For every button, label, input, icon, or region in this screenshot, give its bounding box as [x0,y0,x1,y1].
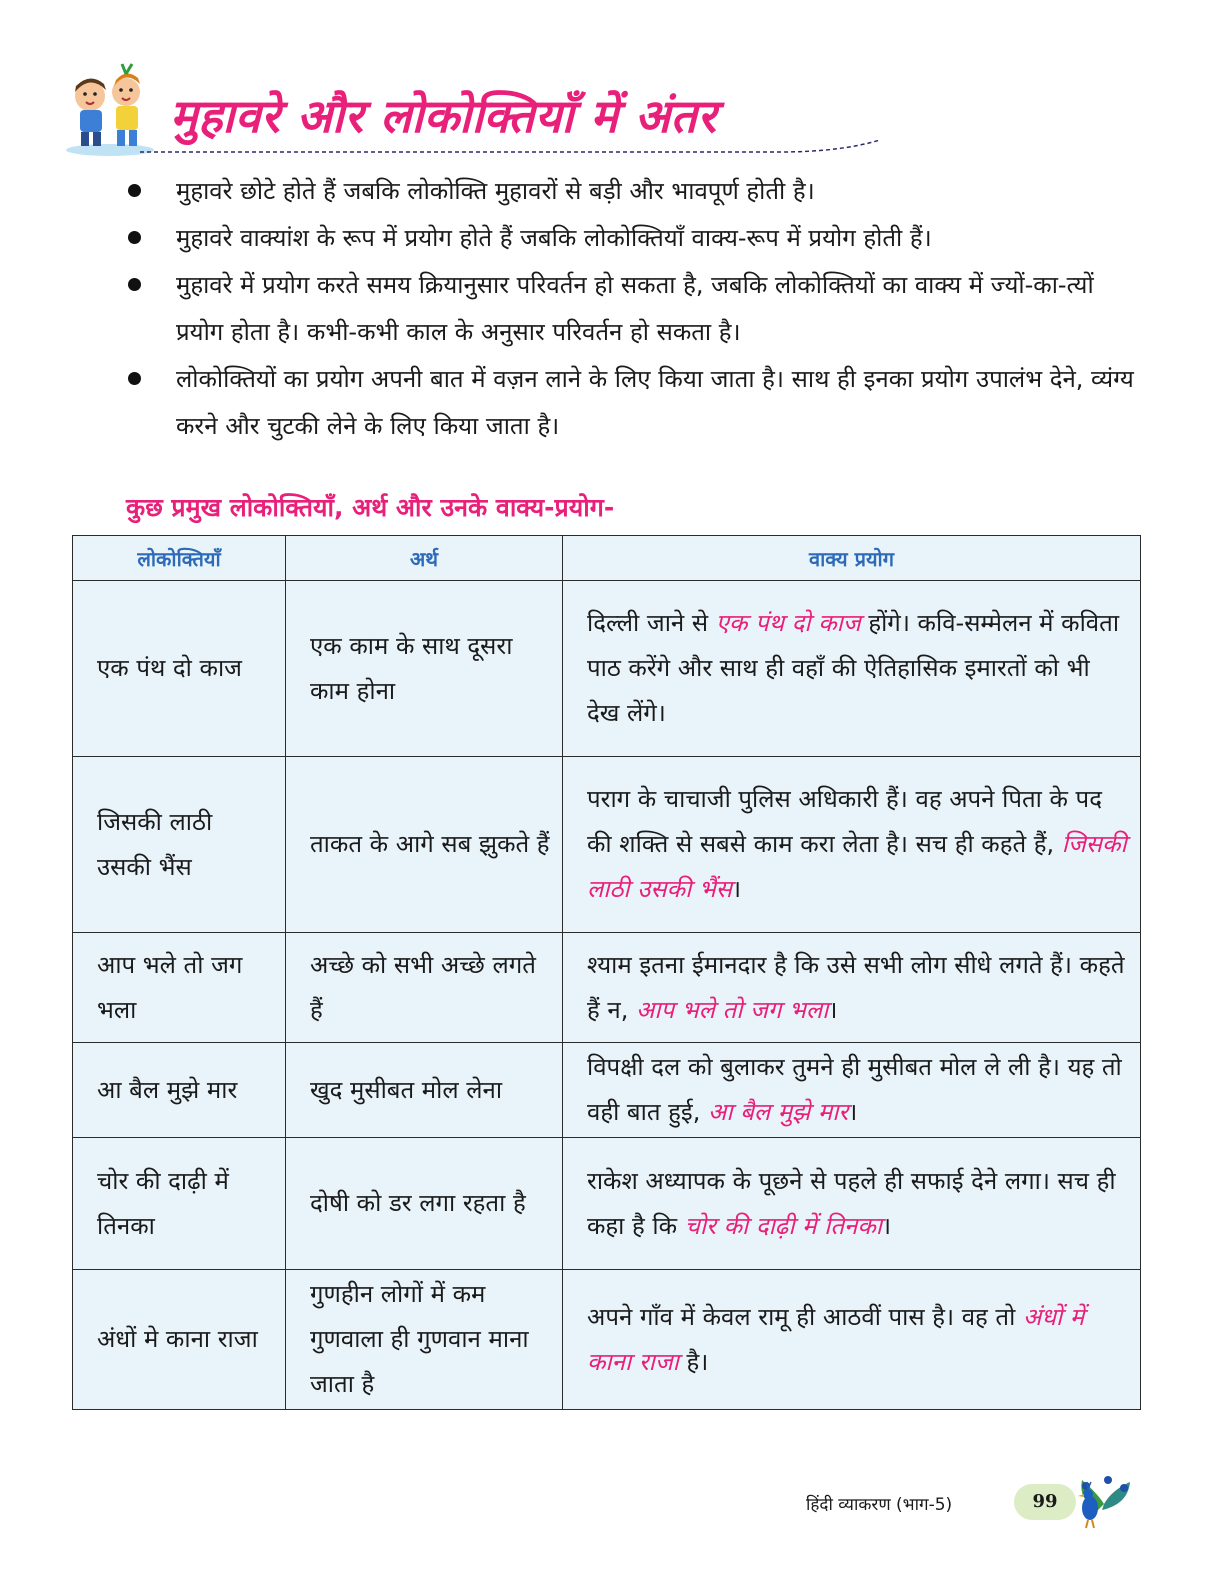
section-heading: कुछ प्रमुख लोकोक्तियाँ, अर्थ और उनके वाक्य-प्रयोग- [126,493,615,522]
table-row [73,757,1141,933]
usage-cell: श्याम इतना ईमानदार है कि उसे सभी लोग सीधे लगते हैं। कहते हैं न, आप भले तो जग भला। [563,933,1141,1043]
proverbs-table [72,535,1141,1410]
highlighted-proverb: चोर की दाढ़ी में तिनका [684,1211,883,1240]
page-number: 99 [1014,1484,1076,1520]
meaning-cell: खुद मुसीबत मोल लेना [286,1043,563,1138]
meaning-cell: एक काम के साथ दूसरा काम होना [286,581,563,757]
highlighted-proverb: अंधों में काना राजा [587,1302,1085,1376]
meaning-cell: दोषी को डर लगा रहता है [286,1138,563,1270]
highlighted-proverb: आ बैल मुझे मार [707,1098,849,1126]
highlighted-proverb: जिसकी लाठी उसकी भैंस [587,830,1127,903]
usage-cell: विपक्षी दल को बुलाकर तुमने ही मुसीबत मोल ले ली है। यह तो वही बात हुई, आ बैल मुझे मार। [563,1043,1141,1138]
title-underline [140,140,880,162]
table-row [73,1043,1141,1138]
table-header-row [73,536,1141,581]
title-block [60,62,890,162]
list-item: मुहावरे वाक्यांश के रूप में प्रयोग होते हैं जबकि लोकोक्तियाँ वाक्य-रूप में प्रयोग होती हैं। [118,215,1148,262]
proverb-cell: आ बैल मुझे मार [73,1043,286,1138]
highlighted-proverb: आप भले तो जग भला [635,995,829,1024]
highlighted-proverb: एक पंथ दो काज [715,609,861,637]
column-header: लोकोक्तियाँ [73,536,286,581]
meaning-cell: अच्छे को सभी अच्छे लगते हैं [286,933,563,1043]
column-header: वाक्य प्रयोग [563,536,1141,581]
bullet-icon [128,278,141,291]
usage-cell: अपने गाँव में केवल रामू ही आठवीं पास है। वह तो अंधों में काना राजा है। [563,1270,1141,1410]
meaning-cell: ताकत के आगे सब झुकते हैं [286,757,563,933]
bullet-icon [128,372,141,385]
bullet-icon [128,231,141,244]
list-item: मुहावरे में प्रयोग करते समय क्रियानुसार परिवर्तन हो सकता है, जबकि लोकोक्तियों का वाक्य में ज्यों-का-त्यों प्रयोग होता है। कभी-कभी काल के अनुसार परिवर्तन हो सकता है। [118,262,1148,356]
bullet-icon [128,184,141,197]
page-footer [806,1480,1136,1530]
page-title: मुहावरे और लोकोक्तियाँ में अंतर [170,89,717,143]
usage-cell: दिल्ली जाने से एक पंथ दो काज होंगे। कवि-सम्मेलन में कविता पाठ करेंगे और साथ ही वहाँ की ऐतिहासिक इमारतों को भी देख लेंगे। [563,581,1141,757]
peacock-icon [1068,1470,1134,1530]
table-row [73,933,1141,1043]
book-title: हिंदी व्याकरण (भाग-5) [806,1495,953,1515]
table-row [73,581,1141,757]
proverb-cell: जिसकी लाठी उसकी भैंस [73,757,286,933]
proverb-cell: अंधों मे काना राजा [73,1270,286,1410]
table-row [73,1270,1141,1410]
list-item: मुहावरे छोटे होते हैं जबकि लोकोक्ति मुहावरों से बड़ी और भावपूर्ण होती है। [118,168,1148,215]
proverb-cell: आप भले तो जग भला [73,933,286,1043]
table-row [73,1138,1141,1270]
proverb-cell: एक पंथ दो काज [73,581,286,757]
proverb-cell: चोर की दाढ़ी में तिनका [73,1138,286,1270]
usage-cell: राकेश अध्यापक के पूछने से पहले ही सफाई देने लगा। सच ही कहा है कि चोर की दाढ़ी में तिनका। [563,1138,1141,1270]
column-header: अर्थ [286,536,563,581]
difference-points [118,168,1148,450]
list-item: लोकोक्तियों का प्रयोग अपनी बात में वज़न लाने के लिए किया जाता है। साथ ही इनका प्रयोग उपालंभ देने, व्यंग्य करने और चुटकी लेने के लिए किया जाता है। [118,356,1148,450]
meaning-cell: गुणहीन लोगों में कम गुणवाला ही गुणवान माना जाता है [286,1270,563,1410]
usage-cell: पराग के चाचाजी पुलिस अधिकारी हैं। वह अपने पिता के पद की शक्ति से सबसे काम करा लेता है। सच ही कहते हैं, जिसकी लाठी उसकी भैंस। [563,757,1141,933]
